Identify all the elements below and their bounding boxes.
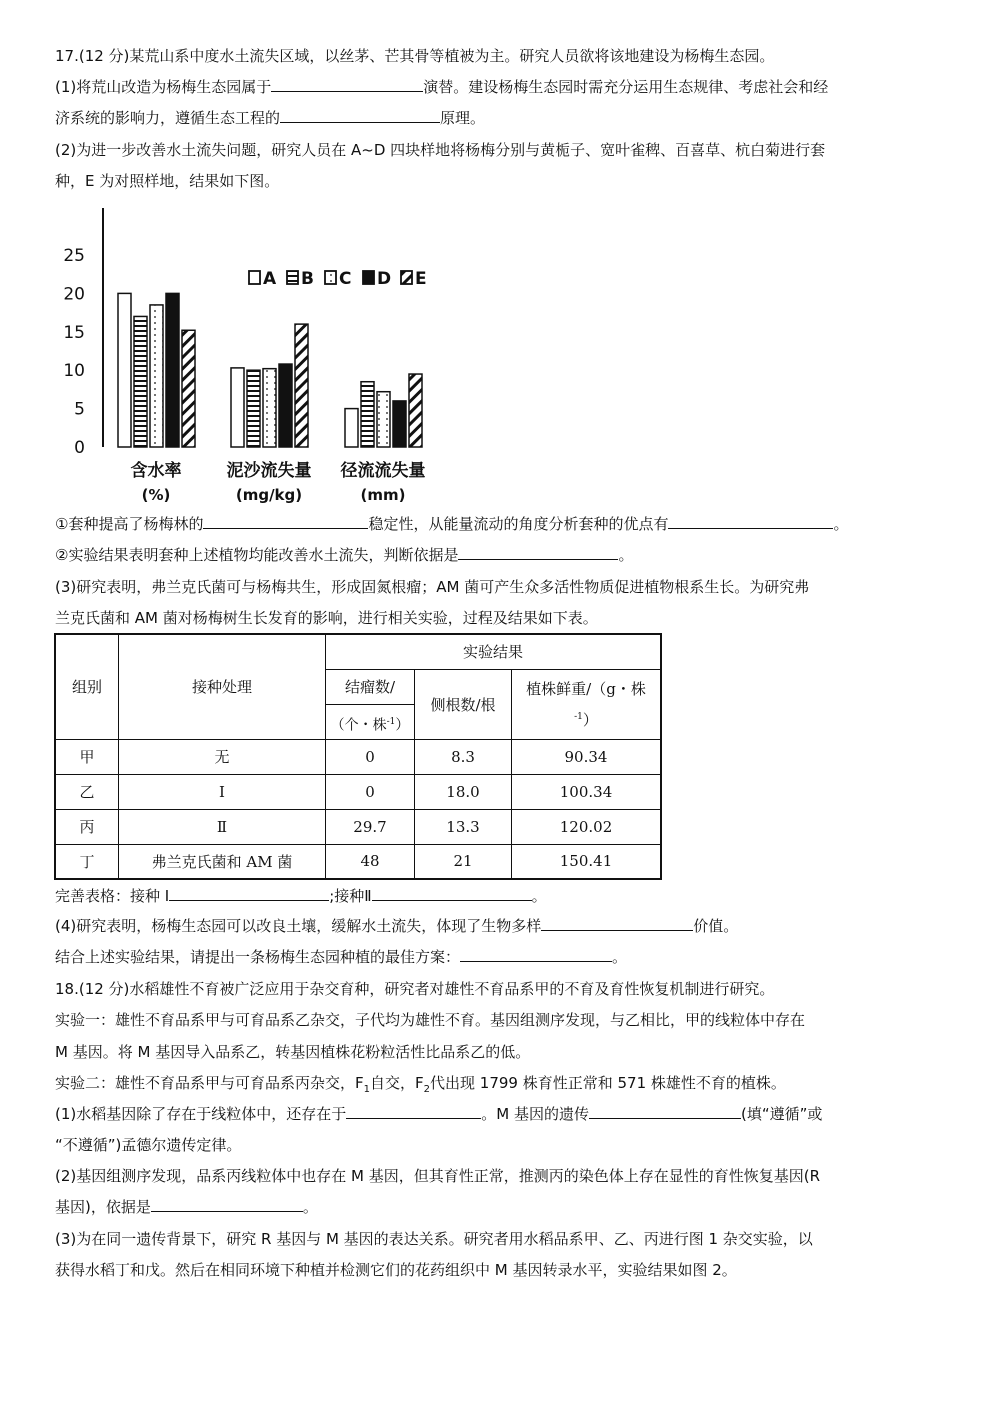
answer-blank[interactable] bbox=[280, 108, 440, 123]
bar-chart bbox=[55, 200, 475, 510]
legend-label-C: C bbox=[339, 269, 352, 289]
table-row: 丁 弗兰克氏菌和 AM 菌 48 21 150.41 bbox=[55, 844, 661, 879]
y-axis bbox=[63, 208, 103, 458]
q17-part4-line1: (4)研究表明，杨梅生态园可以改良土壤，缓解水土流失，体现了生物多样 价值。 bbox=[55, 917, 739, 935]
bar-A-1 bbox=[231, 368, 244, 447]
y-tick-label: 15 bbox=[63, 322, 85, 343]
bar-D-2 bbox=[393, 401, 406, 447]
answer-blank[interactable] bbox=[668, 514, 833, 529]
bar-C-0 bbox=[150, 305, 163, 447]
legend-swatch-A bbox=[249, 271, 260, 284]
answer-blank[interactable] bbox=[169, 886, 329, 901]
answer-blank[interactable] bbox=[589, 1104, 741, 1119]
table-row: 甲 无 0 8.3 90.34 bbox=[55, 739, 661, 774]
q18-part3-line2: 获得水稻丁和戊。然后在相同环境下种植并检测它们的花药组织中 M 基因转录水平，实验结果如图 2。 bbox=[55, 1261, 737, 1279]
y-tick-label: 25 bbox=[63, 246, 85, 266]
answer-blank[interactable] bbox=[541, 916, 693, 931]
y-tick-label: 10 bbox=[63, 361, 85, 382]
x-axis-labels bbox=[131, 460, 426, 504]
header-weight: 植株鲜重/（g・株 $^{-1}$） bbox=[512, 669, 662, 739]
results-table bbox=[54, 633, 662, 880]
q17-part2-line1: (2)为进一步改善水土流失问题，研究人员在 A~D 四块样地将杨梅分别与黄栀子、宽叶雀稗、百喜草、杭白菊进行套 bbox=[55, 141, 826, 159]
y-tick-label: 0 bbox=[74, 438, 85, 458]
answer-blank[interactable] bbox=[151, 1197, 303, 1212]
legend-label-D: D bbox=[377, 269, 392, 289]
answer-blank[interactable] bbox=[372, 886, 532, 901]
q18-part1-line2: “不遵循”)孟德尔遗传定律。 bbox=[55, 1136, 242, 1154]
legend-swatch-D bbox=[363, 271, 374, 284]
q17-title: 17.(12 分)某荒山系中度水土流失区域，以丝茅、芒其骨等植被为主。研究人员欲将该地建设为杨梅生态园。 bbox=[55, 47, 775, 65]
q17-part3-line1: (3)研究表明，弗兰克氏菌可与杨梅共生，形成固氮根瘤；AM 菌可产生众多活性物质促进植物根系生长。为研究弗 bbox=[55, 578, 810, 596]
answer-blank[interactable] bbox=[460, 947, 612, 962]
bar-D-1 bbox=[279, 364, 292, 447]
q17-part4-line2: 结合上述实验结果，请提出一条杨梅生态园种植的最佳方案： 。 bbox=[55, 948, 628, 966]
q18-title: 18.(12 分)水稻雄性不育被广泛应用于杂交育种，研究者对雄性不育品系甲的不育及育性恢复机制进行研究。 bbox=[55, 980, 775, 998]
chart-bars bbox=[118, 293, 422, 447]
legend-label-E: E bbox=[415, 269, 427, 289]
q17-part3-line2: 兰克氏菌和 AM 菌对杨梅树生长发育的影响，进行相关实验，过程及结果如下表。 bbox=[55, 609, 598, 627]
q17-sub-ii: ②实验结果表明套种上述植物均能改善水土流失，判断依据是 。 bbox=[55, 546, 634, 564]
y-tick-label: 20 bbox=[63, 284, 85, 305]
header-results: 实验结果 bbox=[326, 634, 662, 669]
x-category-unit: (mg/kg) bbox=[235, 486, 303, 504]
table-row: 丙 Ⅱ 29.7 13.3 120.02 bbox=[55, 809, 661, 844]
x-category-label: 泥沙流失量 bbox=[226, 461, 312, 481]
q17-sub-i: ①套种提高了杨梅林的 稳定性，从能量流动的角度分析套种的优点有 。 bbox=[55, 515, 849, 533]
q18-part1-line1: (1)水稻基因除了存在于线粒体中，还存在于 。M 基因的遗传 (填“遵循”或 bbox=[55, 1105, 823, 1123]
q18-exp2-line: 实验二：雄性不育品系甲与可育品系丙杂交，$F_1$自交，$F_2$代出现 1799 株育性正常和 571 株雄性不育的植株。 bbox=[55, 1074, 786, 1095]
q17-part2-line2: 种，E 为对照样地，结果如下图。 bbox=[55, 172, 280, 190]
q18-exp1-line2: M 基因。将 M 基因导入品系乙，转基因植株花粉粒活性比品系乙的低。 bbox=[55, 1043, 531, 1061]
bar-E-0 bbox=[182, 330, 195, 447]
header-group: 组别 bbox=[55, 634, 119, 739]
bar-B-1 bbox=[247, 370, 260, 447]
legend-swatch-B bbox=[287, 271, 298, 284]
legend-swatch-C bbox=[325, 271, 336, 284]
q17-part1-line1: (1)将荒山改造为杨梅生态园属于 演替。建设杨梅生态园时需充分运用生态规律、考虑社会和经 bbox=[55, 78, 829, 96]
chart-legend bbox=[249, 269, 427, 289]
bar-E-1 bbox=[295, 324, 308, 447]
bar-A-2 bbox=[345, 409, 358, 447]
x-category-label: 含水率 bbox=[130, 461, 182, 481]
header-nodules: 结瘤数/ （个・株$^{-1}$） bbox=[326, 669, 415, 739]
bar-D-0 bbox=[166, 293, 179, 447]
bar-B-2 bbox=[361, 382, 374, 447]
x-category-unit: (mm) bbox=[360, 486, 406, 504]
q17-part1-line2: 济系统的影响力，遵循生态工程的 原理。 bbox=[55, 109, 486, 127]
answer-blank[interactable] bbox=[203, 514, 368, 529]
y-tick-label: 5 bbox=[74, 399, 85, 420]
x-category-label: 径流流失量 bbox=[340, 461, 426, 481]
x-category-unit: (%) bbox=[141, 486, 171, 504]
bar-E-2 bbox=[409, 374, 422, 447]
complete-table-line: 完善表格：接种 I ;接种Ⅱ 。 bbox=[55, 887, 547, 905]
bar-C-2 bbox=[377, 392, 390, 447]
table-row: 乙 I 0 18.0 100.34 bbox=[55, 774, 661, 809]
answer-blank[interactable] bbox=[271, 77, 423, 92]
answer-blank[interactable] bbox=[458, 545, 618, 560]
header-treatment: 接种处理 bbox=[119, 634, 326, 739]
bar-A-0 bbox=[118, 293, 131, 447]
header-roots: 侧根数/根 bbox=[415, 669, 512, 739]
answer-blank[interactable] bbox=[346, 1104, 481, 1119]
q18-part2-line1: (2)基因组测序发现，品系丙线粒体中也存在 M 基因，但其育性正常，推测丙的染色体上存在显性的育性恢复基因(R bbox=[55, 1167, 821, 1185]
legend-label-A: A bbox=[263, 269, 277, 289]
q18-part3-line1: (3)为在同一遗传背景下，研究 R 基因与 M 基因的表达关系。研究者用水稻品系甲、乙、丙进行图 1 杂交实验，以 bbox=[55, 1230, 813, 1248]
q18-part2-line2: 基因)，依据是 。 bbox=[55, 1198, 318, 1216]
legend-swatch-E bbox=[401, 271, 412, 284]
q18-exp1-line1: 实验一：雄性不育品系甲与可育品系乙杂交，子代均为雄性不育。基因组测序发现，与乙相比，甲的线粒体中存在 bbox=[55, 1011, 806, 1029]
bar-C-1 bbox=[263, 369, 276, 447]
legend-label-B: B bbox=[301, 269, 314, 289]
bar-B-0 bbox=[134, 316, 147, 447]
